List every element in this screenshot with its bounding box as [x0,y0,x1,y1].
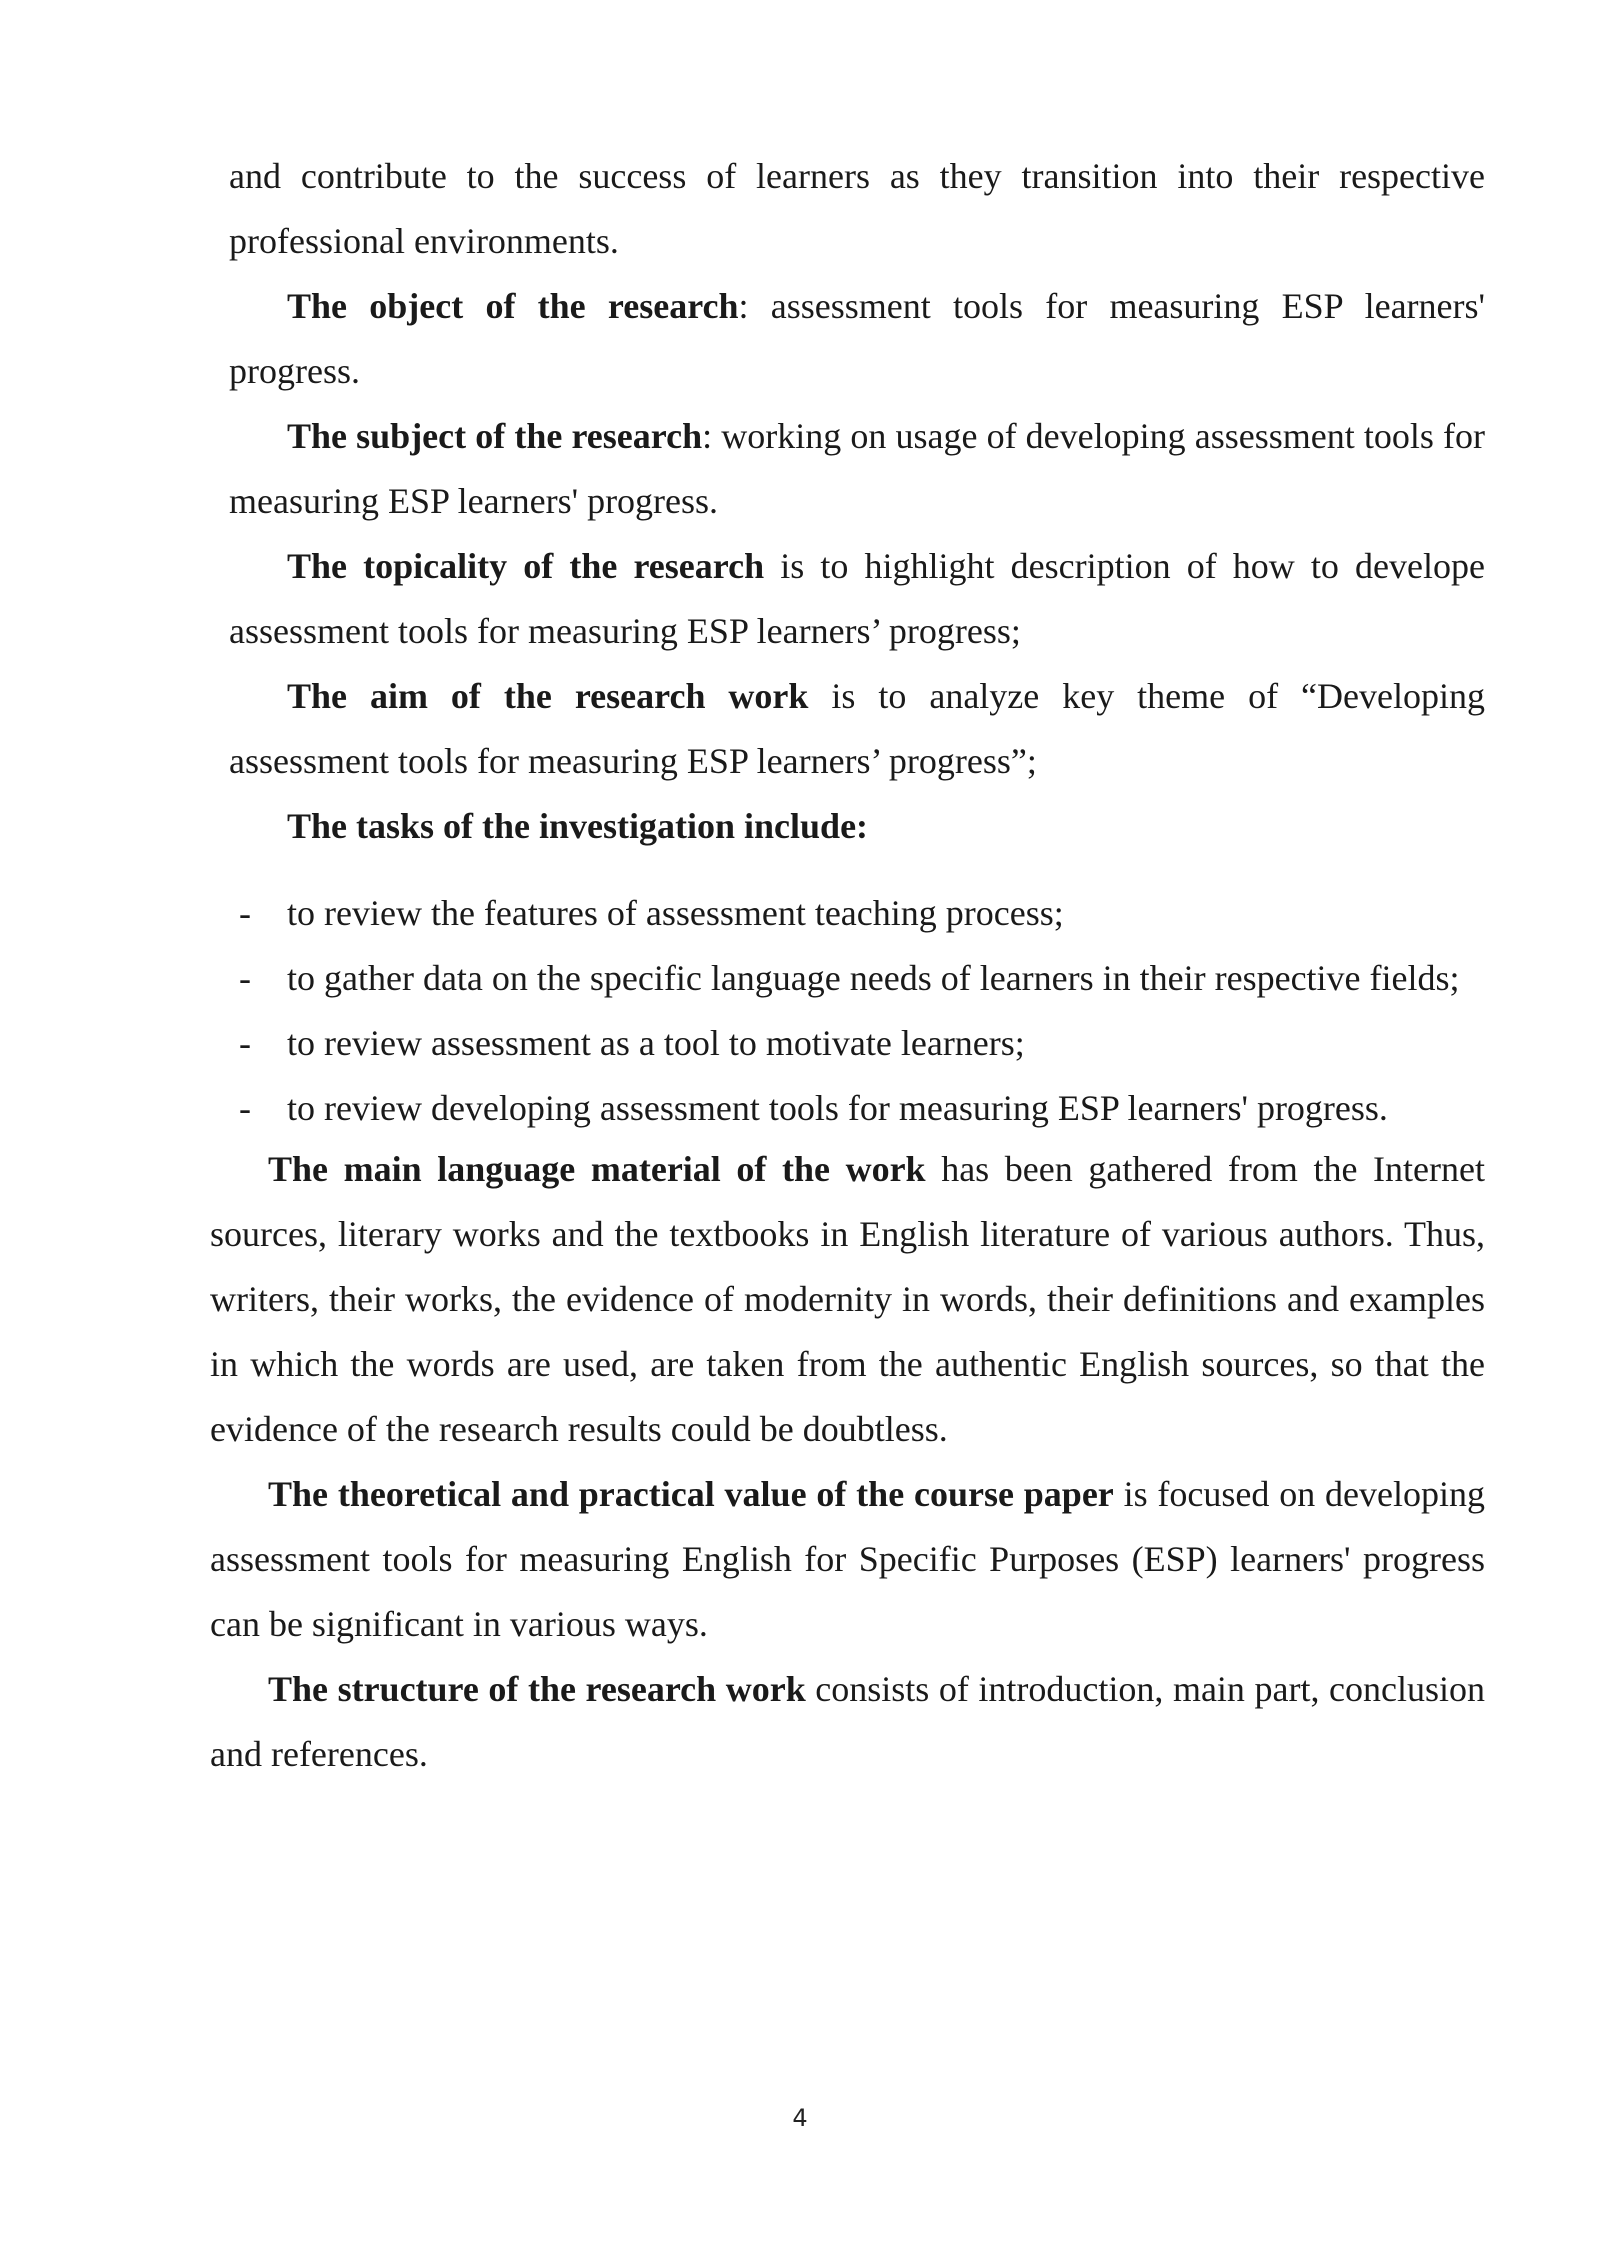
subject-text: : working on usage of developing assessment tools for measuring ESP learners' progress. [229,416,1485,521]
list-item [229,881,1485,946]
bullet-dash: - [239,1023,251,1063]
object-text: : assessment tools for measuring ESP learners' progress. [229,286,1485,391]
intro-continuation-paragraph [229,144,1485,274]
topicality-label: The topicality of the research [287,546,765,586]
aim-paragraph [229,664,1485,794]
material-paragraph [210,1137,1485,1462]
topicality-text: is to highlight description of how to develope assessment tools for measuring ESP learners’ progress; [229,546,1485,651]
bullet-dash: - [239,958,251,998]
list-item [229,1076,1485,1141]
value-label: The theoretical and practical value of the course paper [268,1474,1114,1514]
list-item-text: to gather data on the specific language needs of learners in their respective fields; [287,958,1460,998]
aim-label: The aim of the research work [287,676,809,716]
aim-text: is to analyze key theme of “Developing assessment tools for measuring ESP learners’ progress”; [229,676,1485,781]
intro-continuation-text: and contribute to the success of learners as they transition into their respective professional environments. [229,156,1485,261]
subject-label: The subject of the research [287,416,703,456]
list-item-text: to review the features of assessment teaching process; [287,893,1064,933]
closing-section [210,1137,1485,1787]
structure-paragraph [210,1657,1485,1787]
list-item-text: to review developing assessment tools for measuring ESP learners' progress. [287,1088,1388,1128]
topicality-paragraph [229,534,1485,664]
value-paragraph [210,1462,1485,1657]
material-text: has been gathered from the Internet sources, literary works and the textbooks in English literature of various authors. Thus, writers, their works, the evidence of modernity in words, their definitions and examples in which the words are used, are taken from the authentic English sources, so that the evidence of the research results could be doubtless. [210,1149,1485,1449]
list-item-text: to review assessment as a tool to motivate learners; [287,1023,1025,1063]
material-label: The main language material of the work [268,1149,926,1189]
subject-paragraph [229,404,1485,534]
structure-label: The structure of the research work [268,1669,806,1709]
object-label: The object of the research [287,286,739,326]
tasks-list [229,881,1485,1141]
bullet-dash: - [239,893,251,933]
list-item [229,946,1485,1011]
page-number: 4 [792,2104,808,2132]
value-text: is focused on developing assessment tools for measuring English for Specific Purposes (ESP) learners' progress can be significant in various ways. [210,1474,1485,1644]
list-item [229,1011,1485,1076]
tasks-heading [229,794,1485,859]
structure-text: consists of introduction, main part, conclusion and references. [210,1669,1485,1774]
tasks-heading-text: The tasks of the investigation include: [287,806,869,846]
object-paragraph [229,274,1485,404]
bullet-dash: - [239,1088,251,1128]
introduction-section [229,144,1485,1141]
